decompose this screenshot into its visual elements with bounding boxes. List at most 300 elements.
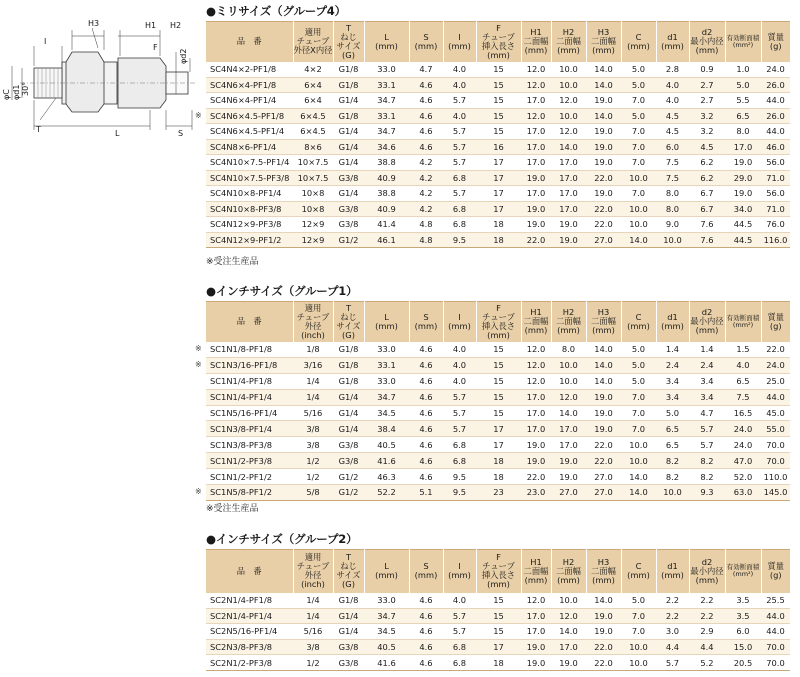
cell-d2: 2.4 xyxy=(689,357,725,373)
cell-l: 34.6 xyxy=(364,139,409,155)
table-row xyxy=(206,593,790,609)
cell-l: 33.1 xyxy=(364,108,409,124)
section-title-metric: ●ミリサイズ（グループ4） xyxy=(206,4,346,18)
header-i: I (mm) xyxy=(443,302,476,342)
cell-s: 4.6 xyxy=(409,93,443,109)
cell-d1: 8.0 xyxy=(656,201,689,217)
cell-area: 15.0 xyxy=(725,639,761,655)
table-row xyxy=(206,453,790,469)
cell-thread: G1/8 xyxy=(333,342,364,358)
cell-d2: 8.2 xyxy=(689,453,725,469)
cell-h1: 12.0 xyxy=(521,593,551,609)
label-f: F xyxy=(153,43,158,52)
cell-part: SC4N12×9-PF1/2 xyxy=(206,232,293,248)
cell-tube: 6×4.5 xyxy=(293,124,333,140)
header-h3: H3 二面幅 (mm) xyxy=(586,22,621,62)
cell-thread: G1/4 xyxy=(333,186,364,202)
cell-area: 8.0 xyxy=(725,124,761,140)
cell-h1: 17.0 xyxy=(521,124,551,140)
cell-thread: G3/8 xyxy=(333,217,364,233)
cell-s: 4.6 xyxy=(409,373,443,389)
cell-l: 46.3 xyxy=(364,469,409,485)
cell-tube: 1/4 xyxy=(293,593,333,609)
cell-area: 34.0 xyxy=(725,201,761,217)
table-row xyxy=(206,124,790,140)
cell-h3: 19.0 xyxy=(586,93,621,109)
cell-l: 33.0 xyxy=(364,373,409,389)
table-row xyxy=(206,139,790,155)
cell-l: 34.5 xyxy=(364,624,409,640)
cell-h3: 14.0 xyxy=(586,593,621,609)
cell-f: 15 xyxy=(476,62,521,78)
cell-h1: 12.0 xyxy=(521,357,551,373)
cell-f: 15 xyxy=(476,593,521,609)
cell-h3: 14.0 xyxy=(586,357,621,373)
cell-tube: 3/8 xyxy=(293,639,333,655)
cell-h2: 19.0 xyxy=(551,232,586,248)
cell-h3: 22.0 xyxy=(586,201,621,217)
cell-h1: 17.0 xyxy=(521,389,551,405)
cell-c: 10.0 xyxy=(621,217,656,233)
cell-d1: 4.5 xyxy=(656,124,689,140)
cell-c: 7.0 xyxy=(621,421,656,437)
table-row xyxy=(206,186,790,202)
table-row xyxy=(206,421,790,437)
table-row xyxy=(206,469,790,485)
header-l: L (mm) xyxy=(364,22,409,62)
cell-h1: 12.0 xyxy=(521,62,551,78)
cell-thread: G1/8 xyxy=(333,77,364,93)
cell-h3: 27.0 xyxy=(586,469,621,485)
cell-s: 4.6 xyxy=(409,421,443,437)
header-h2: H2 二面幅 (mm) xyxy=(551,22,586,62)
cell-mass: 24.0 xyxy=(761,357,790,373)
cell-area: 6.0 xyxy=(725,624,761,640)
cell-i: 6.8 xyxy=(443,201,476,217)
cell-h2: 10.0 xyxy=(551,108,586,124)
cell-thread: G1/2 xyxy=(333,469,364,485)
cell-h2: 8.0 xyxy=(551,342,586,358)
cell-h1: 19.0 xyxy=(521,639,551,655)
cell-i: 9.5 xyxy=(443,485,476,501)
cell-s: 4.6 xyxy=(409,624,443,640)
cell-i: 6.8 xyxy=(443,655,476,671)
cell-d1: 3.4 xyxy=(656,389,689,405)
cell-h1: 17.0 xyxy=(521,155,551,171)
cell-i: 5.7 xyxy=(443,155,476,171)
header-c: C (mm) xyxy=(621,550,656,593)
cell-c: 10.0 xyxy=(621,655,656,671)
cell-i: 5.7 xyxy=(443,608,476,624)
cell-thread: G1/2 xyxy=(333,232,364,248)
cell-area: 52.0 xyxy=(725,469,761,485)
header-d2: d2 最小内径 (mm) xyxy=(689,550,725,593)
cell-h1: 19.0 xyxy=(521,170,551,186)
cell-part: SC4N6×4.5-PF1/8 xyxy=(206,108,293,124)
cell-h3: 22.0 xyxy=(586,217,621,233)
cell-mass: 110.0 xyxy=(761,469,790,485)
cell-area: 24.0 xyxy=(725,421,761,437)
cell-f: 18 xyxy=(476,232,521,248)
table-row xyxy=(206,389,790,405)
cell-h1: 22.0 xyxy=(521,469,551,485)
cell-h3: 19.0 xyxy=(586,124,621,140)
cell-h3: 22.0 xyxy=(586,655,621,671)
cell-h2: 17.0 xyxy=(551,155,586,171)
cell-tube: 5/8 xyxy=(293,485,333,501)
cell-c: 7.0 xyxy=(621,405,656,421)
label-i: I xyxy=(44,37,47,46)
cell-d1: 4.0 xyxy=(656,77,689,93)
cell-h1: 12.0 xyxy=(521,342,551,358)
cell-i: 4.0 xyxy=(443,108,476,124)
cell-f: 16 xyxy=(476,139,521,155)
cell-area: 47.0 xyxy=(725,453,761,469)
cell-part: SC1N1/8-PF1/8 xyxy=(206,342,293,358)
header-part: 品 番 xyxy=(206,22,293,62)
cell-d1: 9.0 xyxy=(656,217,689,233)
cell-d2: 5.7 xyxy=(689,437,725,453)
cell-part: SC1N3/16-PF1/8 xyxy=(206,357,293,373)
cell-i: 4.0 xyxy=(443,77,476,93)
cell-i: 5.7 xyxy=(443,93,476,109)
cell-area: 1.0 xyxy=(725,62,761,78)
cell-c: 10.0 xyxy=(621,453,656,469)
cell-tube: 8×6 xyxy=(293,139,333,155)
cell-f: 17 xyxy=(476,201,521,217)
cell-s: 4.8 xyxy=(409,232,443,248)
cell-h2: 19.0 xyxy=(551,453,586,469)
cell-i: 5.7 xyxy=(443,624,476,640)
cell-d2: 4.7 xyxy=(689,405,725,421)
cell-d1: 5.0 xyxy=(656,405,689,421)
cell-f: 15 xyxy=(476,357,521,373)
cell-l: 38.4 xyxy=(364,421,409,437)
cell-s: 4.6 xyxy=(409,77,443,93)
cell-thread: G1/4 xyxy=(333,389,364,405)
cell-c: 14.0 xyxy=(621,469,656,485)
cell-area: 24.0 xyxy=(725,437,761,453)
made-to-order-mark: ※ xyxy=(195,110,202,120)
cell-h3: 19.0 xyxy=(586,186,621,202)
cell-l: 34.7 xyxy=(364,93,409,109)
header-s: S (mm) xyxy=(409,22,443,62)
cell-i: 5.7 xyxy=(443,139,476,155)
header-f: F チューブ 挿入長さ (mm) xyxy=(476,302,521,342)
note-made-to-order: ※受注生産品 xyxy=(206,504,259,514)
cell-h2: 17.0 xyxy=(551,186,586,202)
cell-c: 5.0 xyxy=(621,357,656,373)
cell-tube: 6×4 xyxy=(293,93,333,109)
cell-d1: 2.2 xyxy=(656,593,689,609)
cell-part: SC4N10×8-PF3/8 xyxy=(206,201,293,217)
cell-s: 4.6 xyxy=(409,608,443,624)
cell-l: 40.9 xyxy=(364,201,409,217)
header-l: L (mm) xyxy=(364,302,409,342)
cell-c: 7.0 xyxy=(621,155,656,171)
cell-i: 6.8 xyxy=(443,170,476,186)
cell-h3: 22.0 xyxy=(586,170,621,186)
cell-thread: G1/4 xyxy=(333,139,364,155)
cell-i: 5.7 xyxy=(443,405,476,421)
cell-part: SC1N5/8-PF1/2 xyxy=(206,485,293,501)
cell-area: 5.5 xyxy=(725,93,761,109)
header-d1: d1 (mm) xyxy=(656,22,689,62)
cell-part: SC4N6×4-PF1/4 xyxy=(206,93,293,109)
cell-tube: 6×4.5 xyxy=(293,108,333,124)
cell-l: 52.2 xyxy=(364,485,409,501)
header-h2: H2 二面幅 (mm) xyxy=(551,550,586,593)
cell-tube: 6×4 xyxy=(293,77,333,93)
cell-i: 4.0 xyxy=(443,342,476,358)
cell-s: 4.6 xyxy=(409,655,443,671)
cell-d1: 5.7 xyxy=(656,655,689,671)
cell-thread: G3/8 xyxy=(333,639,364,655)
cell-h2: 12.0 xyxy=(551,93,586,109)
cell-s: 4.6 xyxy=(409,124,443,140)
cell-f: 15 xyxy=(476,405,521,421)
cell-part: SC1N1/4-PF1/4 xyxy=(206,389,293,405)
cell-d2: 2.9 xyxy=(689,624,725,640)
cell-h2: 10.0 xyxy=(551,77,586,93)
cell-d1: 8.2 xyxy=(656,469,689,485)
cell-d1: 6.5 xyxy=(656,421,689,437)
cell-s: 4.2 xyxy=(409,155,443,171)
cell-h2: 10.0 xyxy=(551,593,586,609)
cell-area: 29.0 xyxy=(725,170,761,186)
cell-mass: 44.0 xyxy=(761,93,790,109)
cell-tube: 4×2 xyxy=(293,62,333,78)
cell-area: 6.5 xyxy=(725,108,761,124)
cell-d2: 6.7 xyxy=(689,186,725,202)
table-row xyxy=(206,155,790,171)
cell-d2: 3.4 xyxy=(689,389,725,405)
cell-area: 5.0 xyxy=(725,77,761,93)
cell-h1: 12.0 xyxy=(521,108,551,124)
cell-i: 4.0 xyxy=(443,373,476,389)
cell-d1: 7.5 xyxy=(656,155,689,171)
cell-h2: 10.0 xyxy=(551,357,586,373)
cell-mass: 71.0 xyxy=(761,170,790,186)
cell-h3: 14.0 xyxy=(586,62,621,78)
cell-l: 34.7 xyxy=(364,608,409,624)
table-row xyxy=(206,77,790,93)
cell-thread: G1/8 xyxy=(333,357,364,373)
cell-part: SC1N3/8-PF3/8 xyxy=(206,437,293,453)
cell-h2: 17.0 xyxy=(551,639,586,655)
cell-part: SC4N8×6-PF1/4 xyxy=(206,139,293,155)
cell-i: 6.8 xyxy=(443,453,476,469)
cell-area: 16.5 xyxy=(725,405,761,421)
cell-thread: G3/8 xyxy=(333,453,364,469)
table-row xyxy=(206,624,790,640)
cell-part: SC2N1/4-PF1/8 xyxy=(206,593,293,609)
table-row xyxy=(206,170,790,186)
cell-thread: G1/8 xyxy=(333,108,364,124)
cell-mass: 71.0 xyxy=(761,201,790,217)
table-row xyxy=(206,108,790,124)
cell-s: 4.6 xyxy=(409,639,443,655)
cell-h3: 19.0 xyxy=(586,139,621,155)
cell-tube: 3/16 xyxy=(293,357,333,373)
cell-h2: 27.0 xyxy=(551,485,586,501)
cell-s: 4.2 xyxy=(409,186,443,202)
cell-part: SC1N1/4-PF1/8 xyxy=(206,373,293,389)
cell-c: 14.0 xyxy=(621,232,656,248)
header-d1: d1 (mm) xyxy=(656,302,689,342)
cell-mass: 24.0 xyxy=(761,62,790,78)
cell-tube: 1/8 xyxy=(293,342,333,358)
cell-part: SC2N3/8-PF3/8 xyxy=(206,639,293,655)
cell-thread: G1/8 xyxy=(333,373,364,389)
cell-i: 9.5 xyxy=(443,469,476,485)
cell-l: 40.9 xyxy=(364,170,409,186)
header-h3: H3 二面幅 (mm) xyxy=(586,302,621,342)
cell-mass: 44.0 xyxy=(761,124,790,140)
cell-s: 4.6 xyxy=(409,108,443,124)
cell-area: 1.5 xyxy=(725,342,761,358)
label-l: L xyxy=(115,129,120,138)
cell-area: 20.5 xyxy=(725,655,761,671)
header-h1: H1 二面幅 (mm) xyxy=(521,22,551,62)
cell-thread: G1/4 xyxy=(333,93,364,109)
cell-s: 4.6 xyxy=(409,453,443,469)
cell-l: 33.1 xyxy=(364,77,409,93)
cell-d1: 4.0 xyxy=(656,93,689,109)
cell-part: SC4N12×9-PF3/8 xyxy=(206,217,293,233)
cell-d1: 8.0 xyxy=(656,186,689,202)
cell-d2: 6.2 xyxy=(689,170,725,186)
cell-mass: 26.0 xyxy=(761,108,790,124)
cell-d2: 6.7 xyxy=(689,201,725,217)
cell-h3: 14.0 xyxy=(586,373,621,389)
cell-part: SC1N1/2-PF3/8 xyxy=(206,453,293,469)
cell-h1: 19.0 xyxy=(521,655,551,671)
cell-s: 4.6 xyxy=(409,405,443,421)
cell-d1: 6.0 xyxy=(656,139,689,155)
cell-h2: 14.0 xyxy=(551,405,586,421)
cell-part: SC4N4×2-PF1/8 xyxy=(206,62,293,78)
cell-h1: 17.0 xyxy=(521,186,551,202)
cell-part: SC4N6×4-PF1/8 xyxy=(206,77,293,93)
cell-h3: 14.0 xyxy=(586,77,621,93)
cell-i: 9.5 xyxy=(443,232,476,248)
cell-thread: G1/8 xyxy=(333,593,364,609)
cell-h2: 17.0 xyxy=(551,421,586,437)
label-h1: H1 xyxy=(145,21,157,30)
label-t: T xyxy=(36,125,41,134)
cell-h2: 17.0 xyxy=(551,201,586,217)
cell-f: 15 xyxy=(476,373,521,389)
cell-f: 18 xyxy=(476,469,521,485)
cell-c: 5.0 xyxy=(621,373,656,389)
label-d2: φd2 xyxy=(179,48,188,64)
cell-thread: G1/4 xyxy=(333,405,364,421)
cell-part: SC2N5/16-PF1/4 xyxy=(206,624,293,640)
cell-l: 41.4 xyxy=(364,217,409,233)
cell-c: 7.0 xyxy=(621,139,656,155)
header-mass: 質量 (g) xyxy=(761,550,790,593)
header-f: F チューブ 挿入長さ (mm) xyxy=(476,22,521,62)
cell-c: 5.0 xyxy=(621,108,656,124)
cell-h1: 17.0 xyxy=(521,405,551,421)
cell-thread: G1/4 xyxy=(333,421,364,437)
cell-d2: 8.2 xyxy=(689,469,725,485)
header-f: F チューブ 挿入長さ (mm) xyxy=(476,550,521,593)
cell-thread: G1/2 xyxy=(333,485,364,501)
cell-h1: 17.0 xyxy=(521,608,551,624)
cell-d2: 4.4 xyxy=(689,639,725,655)
cell-d2: 3.4 xyxy=(689,373,725,389)
cell-mass: 70.0 xyxy=(761,437,790,453)
table-row xyxy=(206,485,790,501)
cell-d1: 2.4 xyxy=(656,357,689,373)
cell-thread: G1/4 xyxy=(333,124,364,140)
cell-s: 4.6 xyxy=(409,389,443,405)
cell-mass: 26.0 xyxy=(761,77,790,93)
cell-d1: 7.5 xyxy=(656,170,689,186)
cell-tube: 1/4 xyxy=(293,389,333,405)
cell-h2: 14.0 xyxy=(551,139,586,155)
cell-tube: 10×7.5 xyxy=(293,155,333,171)
cell-l: 34.7 xyxy=(364,389,409,405)
spec-table-inch-1 xyxy=(206,301,790,501)
cell-f: 17 xyxy=(476,437,521,453)
cell-tube: 12×9 xyxy=(293,232,333,248)
header-i: I (mm) xyxy=(443,22,476,62)
header-mass: 質量 (g) xyxy=(761,22,790,62)
cell-f: 15 xyxy=(476,608,521,624)
cell-mass: 56.0 xyxy=(761,186,790,202)
cell-tube: 5/16 xyxy=(293,405,333,421)
cell-f: 18 xyxy=(476,217,521,233)
header-d2: d2 最小内径 (mm) xyxy=(689,302,725,342)
cell-c: 7.0 xyxy=(621,389,656,405)
cell-h1: 17.0 xyxy=(521,421,551,437)
cell-part: SC4N10×7.5-PF1/4 xyxy=(206,155,293,171)
cell-h3: 19.0 xyxy=(586,405,621,421)
cell-h3: 27.0 xyxy=(586,485,621,501)
header-area: 有効断面積 (mm²) xyxy=(725,22,761,62)
cell-f: 17 xyxy=(476,155,521,171)
cell-i: 4.0 xyxy=(443,593,476,609)
table-row xyxy=(206,608,790,624)
cell-h3: 19.0 xyxy=(586,608,621,624)
cell-mass: 44.0 xyxy=(761,608,790,624)
cell-d2: 2.7 xyxy=(689,93,725,109)
cell-mass: 44.0 xyxy=(761,389,790,405)
label-d1: φd1 xyxy=(12,84,21,100)
cell-i: 5.7 xyxy=(443,186,476,202)
cell-mass: 46.0 xyxy=(761,139,790,155)
cell-d1: 4.4 xyxy=(656,639,689,655)
cell-h2: 14.0 xyxy=(551,624,586,640)
cell-mass: 116.0 xyxy=(761,232,790,248)
cell-d2: 9.3 xyxy=(689,485,725,501)
table-row xyxy=(206,639,790,655)
header-d1: d1 (mm) xyxy=(656,550,689,593)
cell-f: 18 xyxy=(476,655,521,671)
cell-f: 15 xyxy=(476,624,521,640)
cell-d2: 1.4 xyxy=(689,342,725,358)
cell-c: 10.0 xyxy=(621,639,656,655)
cell-area: 4.0 xyxy=(725,357,761,373)
table-row xyxy=(206,405,790,421)
cell-tube: 10×8 xyxy=(293,201,333,217)
cell-d1: 6.5 xyxy=(656,437,689,453)
cell-d2: 3.2 xyxy=(689,124,725,140)
cell-part: SC4N6×4.5-PF1/4 xyxy=(206,124,293,140)
